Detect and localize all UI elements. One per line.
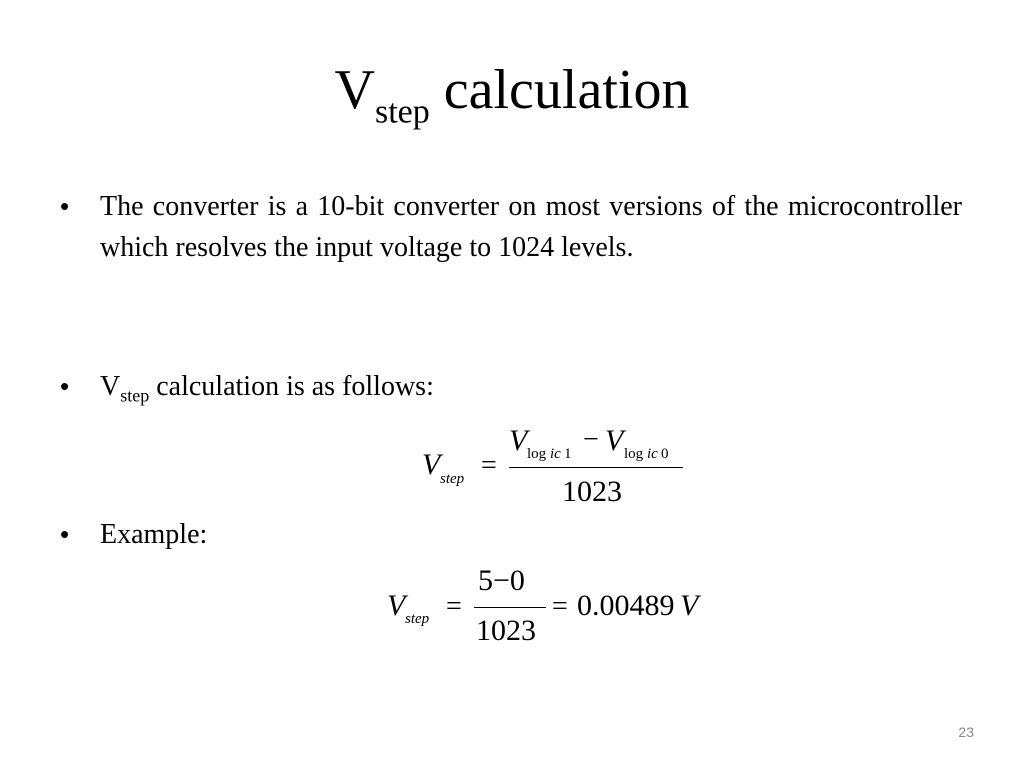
example-equals: = bbox=[446, 591, 462, 622]
example-lhs-subscript: step bbox=[405, 611, 430, 627]
example-equals-2: = bbox=[552, 591, 568, 622]
formula-lhs-subscript: step bbox=[440, 471, 465, 487]
bullet-text: The converter is a 10-bit converter on most versions of the microcontroller which resolves the input voltage to 1024 levels. bbox=[100, 191, 962, 263]
bullet-subscript: step bbox=[120, 385, 150, 406]
formula-numerator-v2: V bbox=[605, 424, 624, 457]
formula-numerator-sub1-log: log bbox=[527, 446, 547, 462]
slide-title bbox=[0, 59, 1024, 131]
formula-numerator-sub1-ic: ic bbox=[550, 446, 561, 462]
formula-fraction-bar bbox=[509, 467, 683, 468]
example-lhs-v: V bbox=[387, 589, 406, 622]
bullet-v: V bbox=[100, 371, 121, 402]
bullet-converter bbox=[60, 186, 962, 268]
example-result: 0.00489 bbox=[577, 589, 675, 622]
bullet-marker: • bbox=[60, 191, 70, 221]
formula-equals: = bbox=[481, 450, 497, 481]
title-text: calculation bbox=[429, 59, 690, 121]
bullet-text: calculation is as follows: bbox=[149, 371, 434, 402]
formula-lhs-v: V bbox=[422, 448, 441, 481]
formula-numerator-sub1-1: 1 bbox=[564, 446, 572, 462]
bullet-marker: • bbox=[60, 371, 70, 401]
formula-numerator-sub2-0: 0 bbox=[661, 446, 669, 462]
title-v: V bbox=[334, 59, 375, 121]
formula-denominator: 1023 bbox=[562, 475, 622, 508]
formula-minus: − bbox=[583, 424, 599, 455]
example-fraction-bar bbox=[474, 607, 546, 608]
formula-numerator-sub2-log: log bbox=[624, 446, 644, 462]
example-numerator: 5−0 bbox=[478, 564, 525, 597]
formula-numerator-v1: V bbox=[509, 424, 528, 457]
formula-numerator-sub2-ic: ic bbox=[647, 446, 658, 462]
bullet-example bbox=[60, 514, 962, 555]
page-number: 23 bbox=[958, 724, 974, 740]
bullet-vstep-calculation bbox=[60, 366, 962, 416]
example-denominator: 1023 bbox=[476, 614, 536, 647]
title-subscript: step bbox=[375, 93, 430, 131]
bullet-marker: • bbox=[60, 519, 70, 549]
example-unit: V bbox=[680, 589, 699, 622]
bullet-text: Example: bbox=[100, 519, 208, 550]
